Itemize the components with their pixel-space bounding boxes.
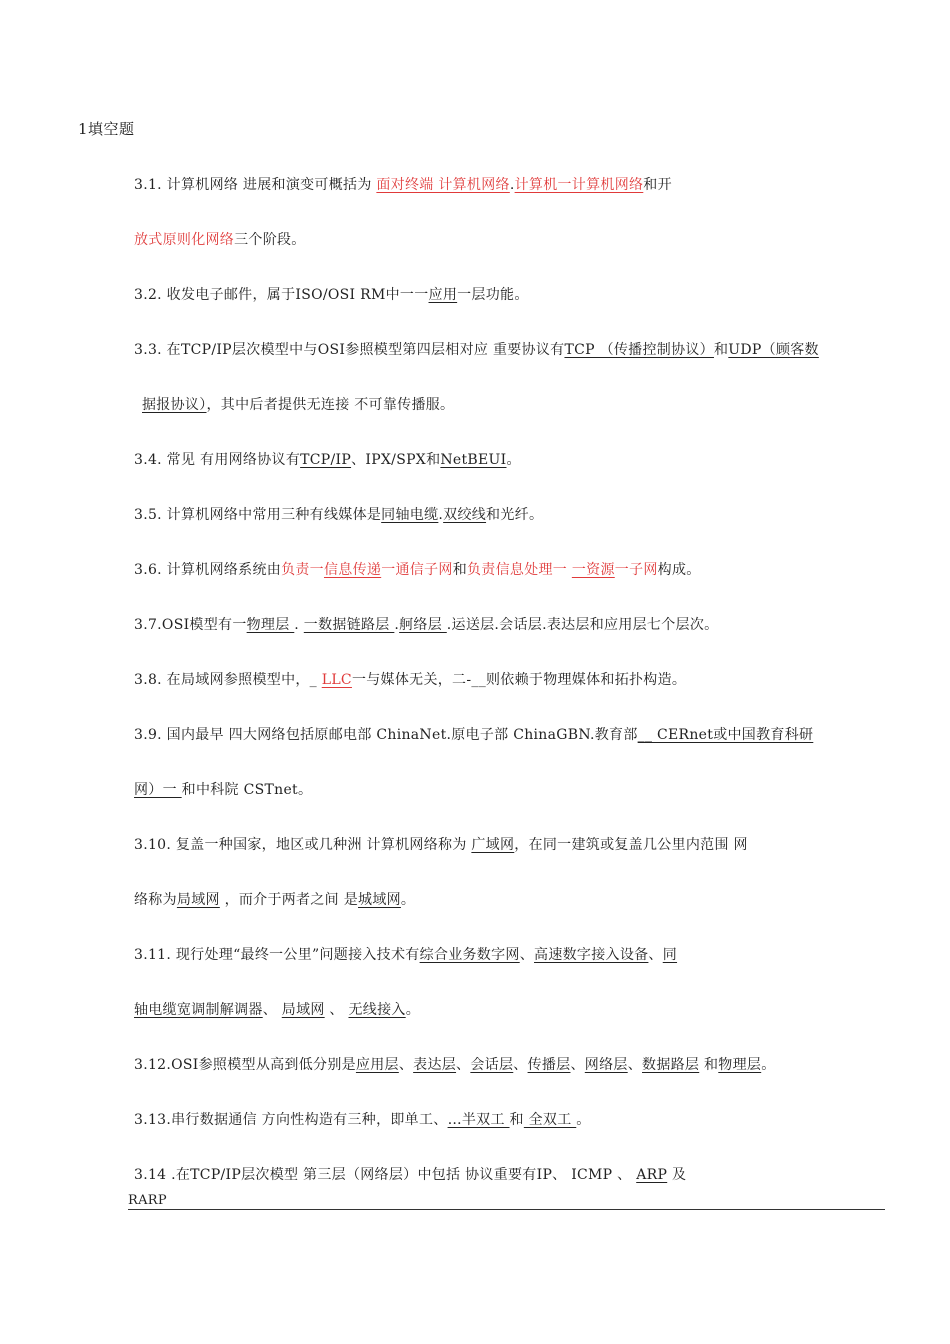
answer: 舸络层	[399, 617, 447, 633]
text: .	[438, 507, 444, 523]
answer: __ CERnet或中国教育科研	[637, 727, 814, 743]
text: 、	[627, 1057, 643, 1073]
answer: 负责一	[281, 562, 324, 578]
text: ，而介于两者之间 是	[219, 892, 359, 908]
text: 3.3. 在TCP/IP层次模型中与OSI参照模型第四层相对应 重要协议有	[134, 342, 565, 358]
question-3-1-line2	[134, 230, 306, 250]
answer: 无线接入	[348, 1002, 406, 1018]
text: 。	[405, 1002, 420, 1018]
text: ，在同一建筑或复盖几公里内范围 网	[514, 837, 748, 853]
text: 和	[509, 1112, 524, 1128]
answer: 局域网	[176, 892, 220, 908]
question-3-14	[134, 1165, 686, 1185]
text: .	[509, 177, 515, 193]
answer: 会话层	[470, 1057, 514, 1073]
text: 、	[262, 1002, 282, 1018]
answer: 应用层	[355, 1057, 399, 1073]
text: 和	[713, 342, 729, 358]
question-3-5	[134, 505, 543, 525]
text: 构成。	[657, 562, 701, 578]
question-3-6	[134, 560, 701, 580]
text: _	[309, 672, 322, 688]
text: ，其中后者提供无连接 不可靠传播服。	[206, 397, 455, 413]
question-3-1-line1	[134, 175, 672, 195]
question-3-8	[134, 670, 686, 690]
question-3-10-line1	[134, 835, 748, 855]
text: 3.1. 计算机网络 进展和演变可概括为	[134, 177, 377, 193]
answer: 据报协议）	[142, 397, 207, 413]
question-3-3-line2	[142, 395, 454, 415]
text: 、	[519, 947, 535, 963]
text: 、IPX/SPX和	[351, 452, 441, 468]
answer: 表达层	[413, 1057, 457, 1073]
text: 和光纤。	[486, 507, 544, 523]
text: 三个阶段。	[234, 232, 306, 248]
question-3-14-answer	[128, 1191, 167, 1211]
text: 。	[506, 452, 521, 468]
text: 3.11. 现行处理“最终一公里”问题接入技术有	[134, 947, 420, 963]
answer: 高速数字接入设备	[534, 947, 649, 963]
text: 。	[576, 1112, 591, 1128]
text: 3.5. 计算机网络中常用三种有线媒体是	[134, 507, 382, 523]
answer: 负责信息处理一	[467, 562, 572, 578]
question-3-3-line1	[134, 340, 819, 360]
question-3-13	[134, 1110, 591, 1130]
answer: 面对终端 计算机网络	[376, 177, 510, 193]
text: 和	[699, 1057, 719, 1073]
answer: 信息传递	[323, 562, 382, 578]
question-3-4	[134, 450, 521, 470]
question-3-12	[134, 1055, 776, 1075]
answer: 轴电缆宽调制解调器	[134, 1002, 263, 1018]
answer: 网）一	[134, 782, 182, 798]
question-3-11-line1	[134, 945, 677, 965]
text: 则依赖于物理媒体和拓扑构造。	[486, 672, 687, 688]
answer: 一子网	[614, 562, 658, 578]
text: 3.4. 常见 有用网络协议有	[134, 452, 301, 468]
text: 一与媒体无关，二-	[351, 672, 472, 688]
answer: …半双工	[447, 1112, 510, 1128]
answer: RARP	[128, 1193, 167, 1208]
text: 3.6. 计算机网络系统由	[134, 562, 282, 578]
text: 、	[398, 1057, 414, 1073]
answer: 计算机一计算机网络	[514, 177, 644, 193]
text: 3.9. 国内最早 四大网络包括原邮电部 ChinaNet.原电子部 ChinaGBN.教育部	[134, 727, 638, 743]
text: 及	[667, 1167, 687, 1183]
answer: NetBEUI	[440, 452, 507, 468]
question-3-9-line2	[134, 780, 312, 800]
text: 和中科院 CSTnet。	[181, 782, 313, 798]
text: 和	[452, 562, 467, 578]
answer: 一数据链路层	[303, 617, 395, 633]
text: 3.12.OSI参照模型从高到低分别是	[134, 1057, 356, 1073]
text: .	[394, 617, 400, 633]
answer-underline-rule	[128, 1209, 885, 1210]
question-3-10-line2	[134, 890, 415, 910]
text: 3.2. 收发电子邮件，属于ISO/OSI RM中一一	[134, 287, 429, 303]
answer: 网络层	[584, 1057, 628, 1073]
text: 3.8. 在局域网参照模型中，	[134, 672, 310, 688]
answer: 同	[662, 947, 678, 963]
answer: 全双工	[523, 1112, 577, 1128]
text: 络称为	[134, 892, 177, 908]
section-heading: 1填空题	[78, 120, 135, 138]
answer: 一通信子网	[381, 562, 453, 578]
answer: 物理层	[246, 617, 295, 633]
answer: LLC	[321, 672, 352, 688]
answer: TCP/IP	[300, 452, 352, 468]
text: 。	[761, 1057, 776, 1073]
answer: 放式原则化网络	[134, 232, 235, 248]
text: 。	[400, 892, 416, 908]
answer: 数据路层	[642, 1057, 700, 1073]
answer: 应用	[428, 287, 458, 303]
text: .运送层.会话层.表达层和应用层七个层次。	[446, 617, 719, 633]
text: 和开	[643, 177, 672, 193]
answer: 广域网	[471, 837, 515, 853]
answer: 双绞线	[443, 507, 487, 523]
text: 3.13.串行数据通信 方向性构造有三种，即单工、	[134, 1112, 448, 1128]
text: 3.10. 复盖一种国家，地区或几种洲 计算机网络称为	[134, 837, 472, 853]
text: .	[294, 617, 304, 633]
text: 、	[324, 1002, 349, 1018]
question-3-2	[134, 285, 529, 305]
answer: 局域网	[281, 1002, 325, 1018]
text: 3.14 .在TCP/IP层次模型 第三层（网络层）中包括 协议重要有IP、 ICMP 、	[134, 1167, 637, 1183]
text: 、	[570, 1057, 585, 1073]
answer: ARP	[636, 1167, 668, 1183]
answer: 综合业务数字网	[419, 947, 520, 963]
text: __	[471, 672, 486, 688]
answer: 物理层	[718, 1057, 762, 1073]
text: 、	[648, 947, 663, 963]
answer: 一资源	[571, 562, 615, 578]
question-3-9-line1	[134, 725, 813, 745]
answer: 城域网	[358, 892, 401, 908]
text: 、	[456, 1057, 471, 1073]
question-3-7	[134, 615, 718, 635]
text: 3.7.OSI模型有一	[134, 617, 247, 633]
text: 、	[513, 1057, 528, 1073]
answer: 同轴电缆	[381, 507, 439, 523]
text: 一层功能。	[457, 287, 529, 303]
answer: UDP（顾客数	[728, 342, 819, 358]
question-3-11-line2	[134, 1000, 420, 1020]
answer: 传播层	[527, 1057, 571, 1073]
answer: TCP （传播控制协议）	[564, 342, 714, 358]
